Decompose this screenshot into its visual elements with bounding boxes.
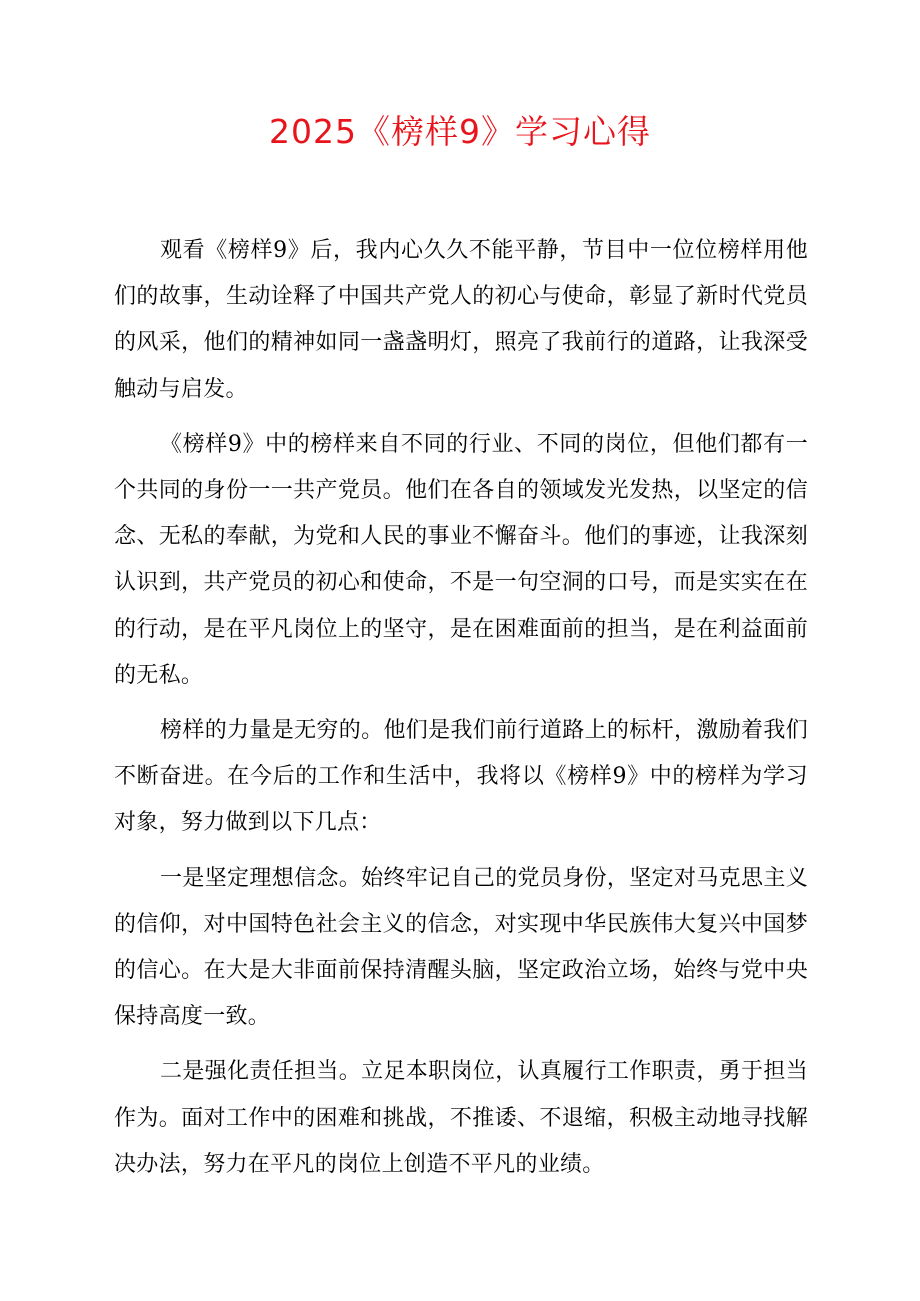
paragraph-point-two: 二是强化责任担当。立足本职岗位，认真履行工作职责，勇于担当作为。面对工作中的困难和挑战，不推诿、不退缩，积极主动地寻找解决办法，努力在平凡的岗位上创造不平凡的业绩。 <box>114 1059 808 1177</box>
paragraph-role-models: 《榜样9》中的榜样来自不同的行业、不同的岗位，但他们都有一个共同的身份一一共产党员。他们在各自的领域发光发热，以坚定的信念、无私的奉献，为党和人民的事业不懈奋斗。他们的事迹，让我深刻认识到，共产党员的初心和使命，不是一句空洞的口号，而是实实在在的行动，是在平凡岗位上的坚守，是在困难面前的担当，是在利益面前的无私。 <box>114 431 808 688</box>
document-title: 2025《榜样9》学习心得 <box>269 112 651 151</box>
paragraph-intro: 观看《榜样9》后，我内心久久不能平静，节目中一位位榜样用他们的故事，生动诠释了中国共产党人的初心与使命，彰显了新时代党员的风采，他们的精神如同一盏盏明灯，照亮了我前行的道路，让我深受触动与启发。 <box>114 238 808 402</box>
document-body <box>114 228 808 1197</box>
paragraph-power-of-example: 榜样的力量是无穷的。他们是我们前行道路上的标杆，激励着我们不断奋进。在今后的工作和生活中，我将以《榜样9》中的榜样为学习对象，努力做到以下几点： <box>114 718 808 836</box>
paragraph-point-one: 一是坚定理想信念。始终牢记自己的党员身份，坚定对马克思主义的信仰，对中国特色社会主义的信念，对实现中华民族伟大复兴中国梦的信心。在大是大非面前保持清醒头脑，坚定政治立场，始终与党中央保持高度一致。 <box>114 865 808 1030</box>
